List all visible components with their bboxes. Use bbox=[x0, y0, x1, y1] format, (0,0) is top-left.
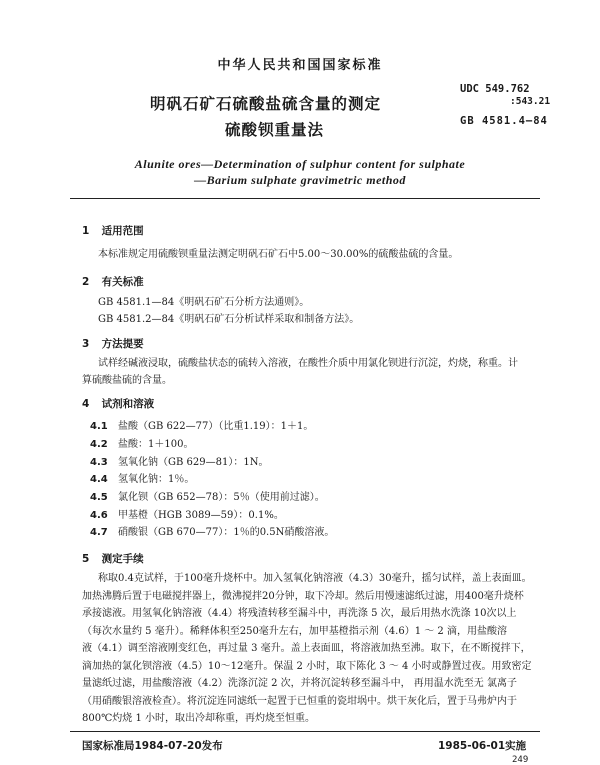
item-number: 4.3 bbox=[90, 457, 108, 468]
item-text: 氯化钡（GB 652—78）：5％（使用前过滤）。 bbox=[118, 492, 325, 503]
item-number: 4.6 bbox=[90, 510, 108, 521]
item-text: 硝酸银（GB 670—77）：1％的0.5N硝酸溶液。 bbox=[118, 527, 335, 538]
item-text: 氢氧化钠：1％。 bbox=[118, 474, 195, 485]
section-4-heading bbox=[82, 396, 154, 411]
effective-date: 1985-06-01实施 bbox=[438, 740, 527, 752]
reagent-item bbox=[90, 523, 334, 538]
procedure-line: 滴加热的氯化钡溶液（4.5）10～12毫升。保温 2 小时，取下陈化 3 ～ 4 小时或静置过夜。用致密定 bbox=[82, 661, 532, 672]
reagent-item bbox=[90, 470, 194, 485]
chinese-title-line1: 明矾石矿石硫酸盐硫含量的测定 bbox=[150, 95, 382, 113]
publisher-line: 国家标准局1984-07-20发布 bbox=[82, 740, 223, 752]
reference-line: GB 4581.1—84《明矾石矿石分析方法通则》。 bbox=[98, 297, 310, 308]
footer-divider bbox=[70, 731, 540, 732]
section-1-heading bbox=[82, 223, 144, 238]
item-text: 盐酸（GB 622—77）（比重1.19）：1＋1。 bbox=[118, 421, 314, 432]
procedure-line: 量滤纸过滤，用盐酸溶液（4.2）洗涤沉淀 2 次，并将沉淀转移至漏斗中， 再用温水洗至无 氯离子 bbox=[82, 678, 517, 689]
header-divider bbox=[70, 198, 540, 199]
page-number: 249 bbox=[512, 755, 529, 765]
section-3-line: 算硫酸盐硫的含量。 bbox=[82, 375, 172, 386]
reagent-item bbox=[90, 417, 313, 432]
item-number: 4.1 bbox=[90, 421, 108, 432]
section-number: 4 bbox=[82, 398, 90, 410]
section-number: 2 bbox=[82, 276, 90, 288]
chinese-title-line2: 硫酸钡重量法 bbox=[225, 121, 325, 139]
section-2-heading bbox=[82, 274, 144, 289]
section-title: 适用范围 bbox=[101, 225, 144, 237]
item-number: 4.2 bbox=[90, 439, 108, 450]
section-title: 测定手续 bbox=[101, 553, 144, 565]
procedure-line: 加热沸腾后置于电磁搅拌器上，微沸搅拌20分钟，取下冷却。然后用慢速滤纸过滤，用400毫升烧杯 bbox=[82, 591, 524, 602]
procedure-line: 800℃灼烧 1 小时，取出冷却称重，再灼烧至恒重。 bbox=[82, 713, 315, 724]
reagent-item bbox=[90, 506, 284, 521]
udc-code: UDC 549.762 bbox=[460, 83, 530, 95]
procedure-line: 承接滤液。用氢氧化钠溶液（4.4）将残渣转移至漏斗中，再洗涤 5 次，最后用热水洗涤 10次以上 bbox=[82, 608, 517, 619]
item-number: 4.5 bbox=[90, 492, 108, 503]
english-title-line2: —Barium sulphate gravimetric method bbox=[194, 173, 406, 187]
procedure-line: （每次水量约 5 毫升）。稀释体积至250毫升左右，加甲基橙指示剂（4.6）1 ～ 2 滴，用盐酸溶 bbox=[82, 626, 507, 637]
procedure-line: 液（4.1）调至溶液刚变红色，再过量 3 毫升。盖上表面皿，将溶液加热至沸。取下，在不断搅拌下， bbox=[82, 643, 531, 654]
english-title-line1: Alunite ores—Determination of sulphur content for sulphate bbox=[134, 157, 466, 171]
reference-line: GB 4581.2—84《明矾石矿石分析试样采取和制备方法》。 bbox=[98, 314, 360, 325]
section-1-text: 本标准规定用硫酸钡重量法测定明矾石矿石中5.00～30.00%的硫酸盐硫的含量。 bbox=[98, 249, 459, 260]
section-3-heading bbox=[82, 336, 144, 351]
item-text: 氢氧化钠（GB 629—81）：1N。 bbox=[118, 457, 269, 468]
item-text: 盐酸：1＋100。 bbox=[118, 439, 194, 450]
reagent-item bbox=[90, 453, 268, 468]
item-number: 4.7 bbox=[90, 527, 108, 538]
udc-subcode: :543.21 bbox=[510, 96, 551, 107]
section-number: 3 bbox=[82, 338, 90, 350]
section-5-heading bbox=[82, 551, 144, 566]
section-title: 有关标准 bbox=[101, 276, 144, 288]
procedure-line: （用硝酸银溶液检查）。将沉淀连同滤纸一起置于已恒重的瓷坩埚中。烘干灰化后，置于马弗炉内于 bbox=[82, 696, 517, 707]
section-title: 方法提要 bbox=[101, 338, 144, 350]
section-number: 1 bbox=[82, 225, 90, 237]
section-3-line: 试样经碱液浸取，硫酸盐状态的硫转入溶液，在酸性介质中用氯化钡进行沉淀，灼烧，称重。计 bbox=[98, 358, 518, 369]
procedure-line: 称取0.4克试样，于100毫升烧杯中。加入氢氧化钠溶液（4.3）30毫升，摇匀试样，盖上表面皿。 bbox=[98, 573, 532, 584]
item-number: 4.4 bbox=[90, 474, 108, 485]
reagent-item bbox=[90, 488, 325, 503]
standard-type-heading: 中华人民共和国国家标准 bbox=[217, 58, 383, 73]
item-text: 甲基橙（HGB 3089—59）：0.1%。 bbox=[118, 510, 284, 521]
section-number: 5 bbox=[82, 553, 90, 565]
gb-number: GB 4581.4—84 bbox=[460, 115, 548, 127]
reagent-item bbox=[90, 435, 193, 450]
section-title: 试剂和溶液 bbox=[101, 398, 155, 410]
